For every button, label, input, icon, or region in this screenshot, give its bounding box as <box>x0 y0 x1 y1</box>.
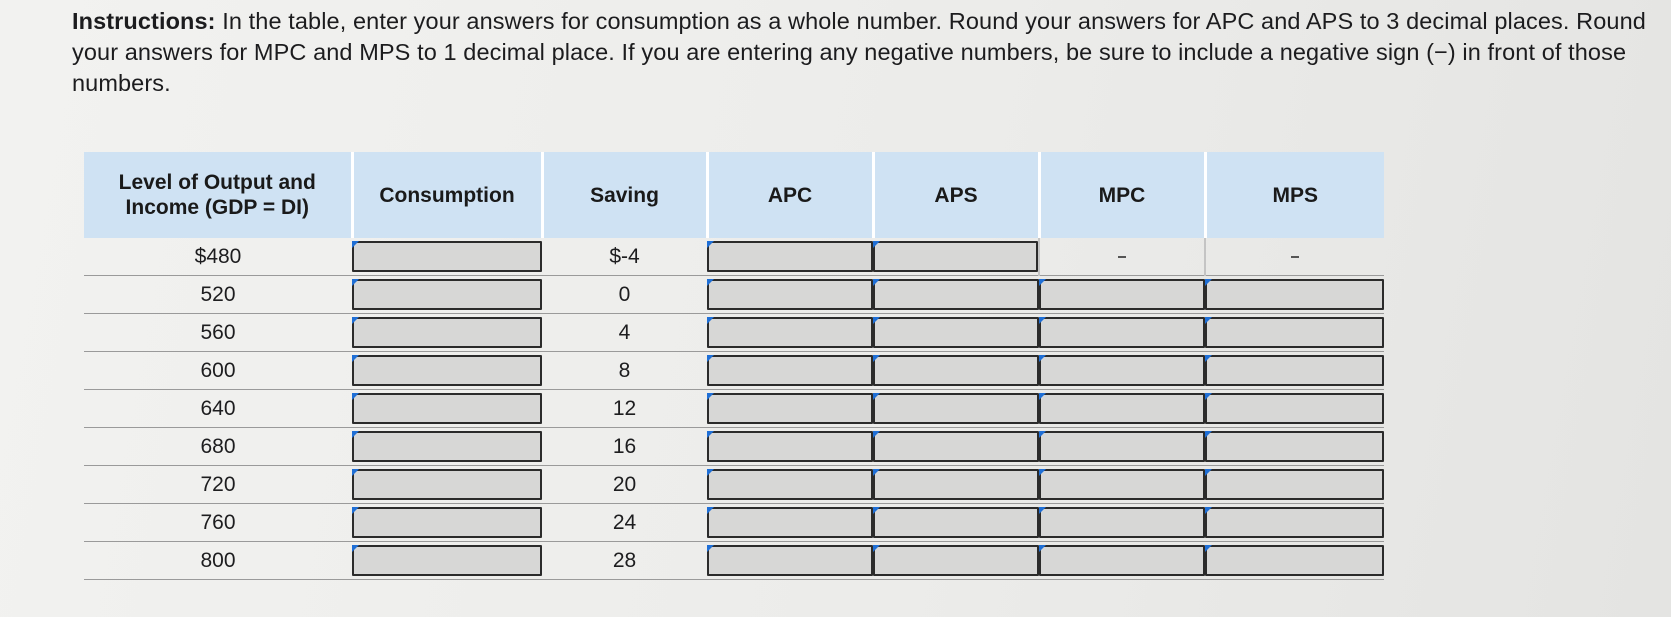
header-consumption: Consumption <box>352 152 542 238</box>
instructions-text <box>72 6 1652 99</box>
mpc-input[interactable] <box>1041 319 1203 346</box>
aps-input-box[interactable] <box>873 317 1039 348</box>
mpc-input-box[interactable] <box>1039 355 1205 386</box>
mpc-input-box[interactable] <box>1039 279 1205 310</box>
mps-input[interactable] <box>1207 433 1382 460</box>
consumption-input[interactable] <box>354 547 540 574</box>
apc-input[interactable] <box>709 471 871 498</box>
header-aps: APS <box>873 152 1039 238</box>
aps-input[interactable] <box>875 433 1037 460</box>
dash-mark <box>1291 256 1299 258</box>
income-cell: 560 <box>84 314 352 352</box>
aps-cell <box>873 390 1039 428</box>
apc-cell <box>707 428 873 466</box>
aps-cell <box>873 542 1039 580</box>
mps-input[interactable] <box>1207 281 1382 308</box>
income-cell: 720 <box>84 466 352 504</box>
apc-input-box[interactable] <box>707 431 873 462</box>
apc-cell <box>707 390 873 428</box>
mps-input[interactable] <box>1207 471 1382 498</box>
mps-cell <box>1205 314 1384 352</box>
aps-cell <box>873 466 1039 504</box>
aps-input[interactable] <box>875 547 1037 574</box>
aps-cell <box>873 504 1039 542</box>
mpc-cell <box>1039 542 1205 580</box>
mps-input[interactable] <box>1207 319 1382 346</box>
aps-input-box[interactable] <box>873 279 1039 310</box>
apc-cell <box>707 352 873 390</box>
table-row <box>84 238 1384 276</box>
apc-input-box[interactable] <box>707 507 873 538</box>
saving-cell: 0 <box>542 276 707 314</box>
mps-input-box[interactable] <box>1205 507 1384 538</box>
mpc-input[interactable] <box>1041 395 1203 422</box>
income-cell: 520 <box>84 276 352 314</box>
saving-cell: 24 <box>542 504 707 542</box>
mpc-input-box[interactable] <box>1039 431 1205 462</box>
mps-input-box[interactable] <box>1205 393 1384 424</box>
mpc-cell <box>1039 428 1205 466</box>
consumption-input-box[interactable] <box>352 317 542 348</box>
apc-input[interactable] <box>709 319 871 346</box>
aps-cell <box>873 276 1039 314</box>
apc-input-box[interactable] <box>707 355 873 386</box>
consumption-input-box[interactable] <box>352 545 542 576</box>
mps-cell <box>1205 504 1384 542</box>
consumption-input-box[interactable] <box>352 241 542 272</box>
consumption-input-box[interactable] <box>352 355 542 386</box>
aps-input-box[interactable] <box>873 355 1039 386</box>
aps-input[interactable] <box>875 243 1036 270</box>
apc-cell <box>707 466 873 504</box>
table-body <box>84 238 1384 580</box>
apc-cell <box>707 542 873 580</box>
apc-input-box[interactable] <box>707 317 873 348</box>
saving-cell: 4 <box>542 314 707 352</box>
table-row <box>84 542 1384 580</box>
mpc-input-box[interactable] <box>1039 393 1205 424</box>
aps-input[interactable] <box>875 281 1037 308</box>
mpc-input[interactable] <box>1041 281 1203 308</box>
consumption-input-box[interactable] <box>352 469 542 500</box>
header-apc: APC <box>707 152 873 238</box>
consumption-cell <box>352 504 542 542</box>
aps-cell <box>873 314 1039 352</box>
income-cell: 640 <box>84 390 352 428</box>
apc-input-box[interactable] <box>707 279 873 310</box>
consumption-input[interactable] <box>354 471 540 498</box>
mps-input[interactable] <box>1207 357 1382 384</box>
header-income: Level of Output and Income (GDP = DI) <box>84 152 352 238</box>
consumption-input[interactable] <box>354 509 540 536</box>
income-cell: 680 <box>84 428 352 466</box>
aps-input[interactable] <box>875 357 1037 384</box>
income-cell: 800 <box>84 542 352 580</box>
mpc-cell <box>1039 390 1205 428</box>
mps-cell <box>1205 352 1384 390</box>
saving-cell: 28 <box>542 542 707 580</box>
aps-input[interactable] <box>875 471 1037 498</box>
mps-cell <box>1205 276 1384 314</box>
consumption-cell <box>352 238 542 276</box>
apc-input[interactable] <box>709 281 871 308</box>
consumption-input[interactable] <box>354 395 540 422</box>
mpc-input[interactable] <box>1041 357 1203 384</box>
table-row <box>84 504 1384 542</box>
aps-input-box[interactable] <box>873 393 1039 424</box>
apc-input-box[interactable] <box>707 241 873 272</box>
apc-input[interactable] <box>709 395 871 422</box>
consumption-input[interactable] <box>354 319 540 346</box>
table-row <box>84 276 1384 314</box>
table-row <box>84 314 1384 352</box>
saving-cell: 16 <box>542 428 707 466</box>
mpc-input-box[interactable] <box>1039 545 1205 576</box>
consumption-input-box[interactable] <box>352 507 542 538</box>
mpc-input[interactable] <box>1041 471 1203 498</box>
mps-input[interactable] <box>1207 395 1382 422</box>
header-mps: MPS <box>1205 152 1384 238</box>
table-row <box>84 352 1384 390</box>
apc-cell <box>707 276 873 314</box>
mpc-empty-cell <box>1039 238 1205 276</box>
saving-cell: 20 <box>542 466 707 504</box>
apc-input-box[interactable] <box>707 469 873 500</box>
mps-cell <box>1205 390 1384 428</box>
mps-input-box[interactable] <box>1205 317 1384 348</box>
consumption-cell <box>352 428 542 466</box>
apc-input-box[interactable] <box>707 393 873 424</box>
dash-mark <box>1118 256 1126 258</box>
mps-input-box[interactable] <box>1205 279 1384 310</box>
header-mpc: MPC <box>1039 152 1205 238</box>
table-row <box>84 428 1384 466</box>
consumption-input-box[interactable] <box>352 431 542 462</box>
mpc-input[interactable] <box>1041 547 1203 574</box>
aps-input-box[interactable] <box>873 545 1039 576</box>
apc-cell <box>707 504 873 542</box>
apc-input-box[interactable] <box>707 545 873 576</box>
aps-input-box[interactable] <box>873 431 1039 462</box>
mpc-input[interactable] <box>1041 509 1203 536</box>
aps-input[interactable] <box>875 509 1037 536</box>
mpc-input[interactable] <box>1041 433 1203 460</box>
mpc-cell <box>1039 314 1205 352</box>
consumption-input[interactable] <box>354 433 540 460</box>
mps-input-box[interactable] <box>1205 545 1384 576</box>
apc-cell <box>707 314 873 352</box>
aps-cell <box>873 352 1039 390</box>
table-row <box>84 466 1384 504</box>
apc-cell <box>707 238 873 276</box>
mps-input[interactable] <box>1207 509 1382 536</box>
consumption-input-box[interactable] <box>352 279 542 310</box>
aps-input[interactable] <box>875 319 1037 346</box>
apc-input[interactable] <box>709 433 871 460</box>
consumption-input[interactable] <box>354 281 540 308</box>
mps-cell <box>1205 542 1384 580</box>
aps-cell <box>873 238 1039 276</box>
mpc-cell <box>1039 504 1205 542</box>
consumption-cell <box>352 276 542 314</box>
aps-input-box[interactable] <box>873 241 1038 272</box>
consumption-cell <box>352 542 542 580</box>
table-header-row <box>84 152 1384 238</box>
apc-input[interactable] <box>709 243 871 270</box>
instructions-body: In the table, enter your answers for consumption as a whole number. Round your answers for APC and APS to 3 decimal places. Round your answers for MPC and MPS to 1 decimal place. If you are entering any negative numbers, be sure to include a negative sign (−) in front of those numbers. <box>72 8 1646 96</box>
apc-input[interactable] <box>709 509 871 536</box>
aps-input-box[interactable] <box>873 469 1039 500</box>
mps-input-box[interactable] <box>1205 431 1384 462</box>
mps-cell <box>1205 428 1384 466</box>
income-cell: $480 <box>84 238 352 276</box>
aps-input[interactable] <box>875 395 1037 422</box>
apc-input[interactable] <box>709 357 871 384</box>
mpc-cell <box>1039 276 1205 314</box>
aps-cell <box>873 428 1039 466</box>
apc-input[interactable] <box>709 547 871 574</box>
consumption-input[interactable] <box>354 357 540 384</box>
mps-input-box[interactable] <box>1205 469 1384 500</box>
income-cell: 760 <box>84 504 352 542</box>
consumption-input[interactable] <box>354 243 540 270</box>
table-row <box>84 390 1384 428</box>
mpc-input-box[interactable] <box>1039 507 1205 538</box>
aps-input-box[interactable] <box>873 507 1039 538</box>
saving-cell: 12 <box>542 390 707 428</box>
mps-input[interactable] <box>1207 547 1382 574</box>
mpc-input-box[interactable] <box>1039 469 1205 500</box>
saving-cell: 8 <box>542 352 707 390</box>
consumption-cell <box>352 352 542 390</box>
mpc-input-box[interactable] <box>1039 317 1205 348</box>
consumption-saving-table <box>84 152 1384 580</box>
mps-cell <box>1205 466 1384 504</box>
consumption-cell <box>352 390 542 428</box>
income-cell: 600 <box>84 352 352 390</box>
saving-cell: $-4 <box>542 238 707 276</box>
instructions-label: Instructions: <box>72 8 216 34</box>
header-saving: Saving <box>542 152 707 238</box>
consumption-cell <box>352 466 542 504</box>
mps-input-box[interactable] <box>1205 355 1384 386</box>
consumption-input-box[interactable] <box>352 393 542 424</box>
consumption-cell <box>352 314 542 352</box>
mps-empty-cell <box>1205 238 1384 276</box>
mpc-cell <box>1039 352 1205 390</box>
mpc-cell <box>1039 466 1205 504</box>
